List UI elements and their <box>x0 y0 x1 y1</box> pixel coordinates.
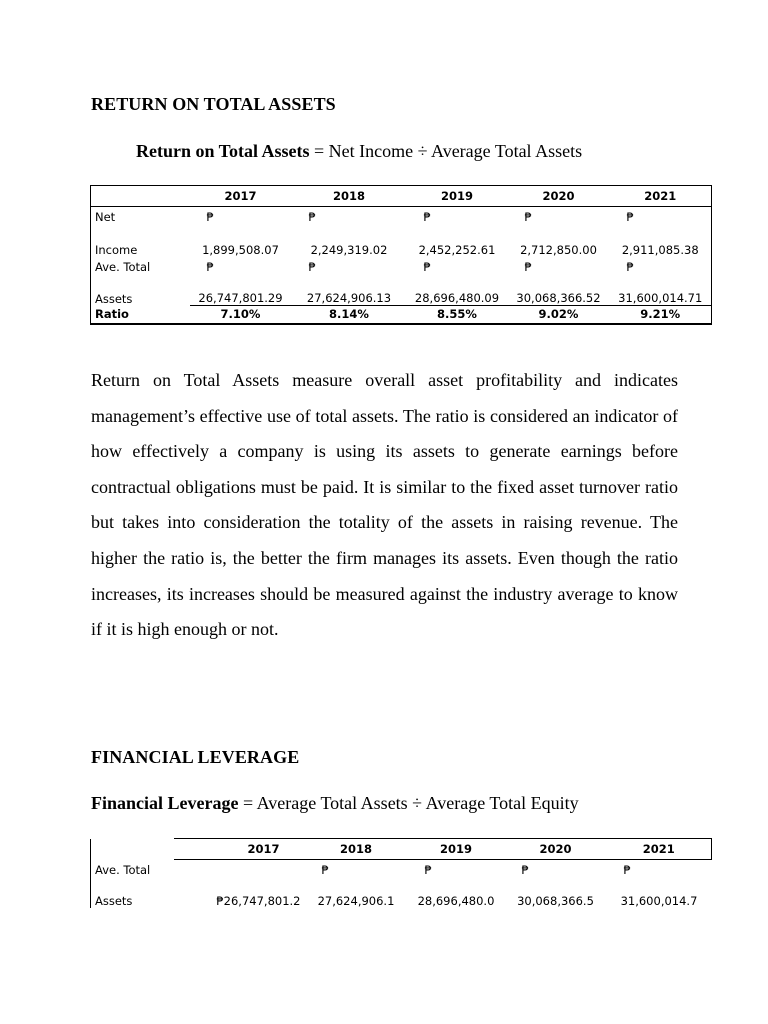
table-cell: 26,747,801.29 <box>190 277 292 306</box>
year-header: 2018 <box>305 839 408 860</box>
year-header: 2017 <box>224 189 257 203</box>
peso-symbol: ₱ <box>206 259 214 274</box>
formula-term: Financial Leverage <box>91 793 239 813</box>
formula-term: Return on Total Assets <box>136 141 310 161</box>
formula-financial-leverage <box>91 793 579 814</box>
row-label-assets: Assets <box>95 291 133 306</box>
table-row <box>91 860 712 880</box>
formula-return-on-total-assets <box>136 141 582 162</box>
table-cell: 28,696,480.09 <box>407 277 508 306</box>
table-row <box>91 277 712 306</box>
table-cell: 31,600,014.7 <box>620 893 698 908</box>
year-header: 2020 <box>505 839 607 860</box>
peso-symbol: ₱ <box>424 862 432 877</box>
peso-symbol: ₱ <box>524 209 532 224</box>
return-on-assets-paragraph: Return on Total Assets measure overall asset profitability and indicates management’s effective use of total assets. The ratio is considered an indicator of how effectively a company is using its assets to generate earnings before contractual obligations must be paid. It is similar to the fixed asset turnover ratio but takes into consideration the totality of the assets in raising revenue. The higher the ratio is, the better the firm manages its assets. Even though the ratio increases, its increases should be measured against the industry average to know if it is high enough or not. <box>91 370 678 640</box>
table-row <box>91 257 712 277</box>
ratio-cell: 8.55% <box>437 307 477 322</box>
table-cell: 2,249,319.02 <box>310 242 388 257</box>
year-header: 2019 <box>440 189 473 203</box>
ratio-cell: 9.02% <box>538 307 579 322</box>
table-cell: 27,624,906.13 <box>292 277 407 306</box>
table-row <box>91 227 712 257</box>
peso-symbol: ₱ <box>524 259 532 274</box>
peso-symbol: ₱ <box>321 862 329 877</box>
row-label-income: Income <box>95 242 138 257</box>
corner-cell <box>91 186 190 207</box>
table-cell: 2,452,252.61 <box>418 242 496 257</box>
table-cell: 2,712,850.00 <box>520 242 597 257</box>
table-row <box>91 880 712 908</box>
peso-symbol: ₱ <box>206 209 214 224</box>
table-cell: ₱26,747,801.2 <box>216 893 301 908</box>
table-row <box>91 207 712 227</box>
table-cell: 28,696,480.0 <box>417 893 495 908</box>
peso-symbol: ₱ <box>623 862 631 877</box>
peso-symbol: ₱ <box>626 259 634 274</box>
peso-symbol: ₱ <box>626 209 634 224</box>
year-header: 2018 <box>332 189 365 203</box>
year-header: 2017 <box>174 839 305 860</box>
corner-cell <box>91 839 174 860</box>
peso-symbol: ₱ <box>423 259 431 274</box>
row-label-assets: Assets <box>95 893 133 908</box>
empty-cell <box>174 860 305 880</box>
ratio-cell: 9.21% <box>640 307 681 322</box>
year-header: 2019 <box>408 839 505 860</box>
table-header-row <box>91 186 712 207</box>
row-label-ave-total: Ave. Total <box>95 862 151 877</box>
section-heading-return-on-total-assets: RETURN ON TOTAL ASSETS <box>91 94 336 114</box>
peso-symbol: ₱ <box>423 209 431 224</box>
ratio-cell: 8.14% <box>329 307 369 322</box>
formula-definition: = Average Total Assets ÷ Average Total Equity <box>238 793 579 813</box>
peso-symbol: ₱ <box>308 209 316 224</box>
formula-definition: = Net Income ÷ Average Total Assets <box>309 141 583 161</box>
return-on-assets-table <box>90 185 712 325</box>
table-cell: 30,068,366.52 <box>508 277 610 306</box>
row-label-ratio: Ratio <box>95 307 129 321</box>
table-cell: 27,624,906.1 <box>317 893 395 908</box>
table-cell: 31,600,014.71 <box>610 277 712 306</box>
table-header-row <box>91 839 712 860</box>
ratio-cell: 7.10% <box>220 307 261 322</box>
row-label-ave-total: Ave. Total <box>95 259 151 274</box>
table-cell: 1,899,508.07 <box>202 242 279 257</box>
financial-leverage-table <box>90 838 712 908</box>
peso-symbol: ₱ <box>308 259 316 274</box>
year-header: 2021 <box>644 189 677 203</box>
row-label-net: Net <box>95 209 116 224</box>
section-heading-financial-leverage: FINANCIAL LEVERAGE <box>91 747 300 767</box>
peso-symbol: ₱ <box>521 862 529 877</box>
table-cell: 2,911,085.38 <box>621 242 699 257</box>
table-cell: 30,068,366.5 <box>517 893 594 908</box>
year-header: 2020 <box>542 189 575 203</box>
table-row <box>91 306 712 324</box>
year-header: 2021 <box>607 839 712 860</box>
